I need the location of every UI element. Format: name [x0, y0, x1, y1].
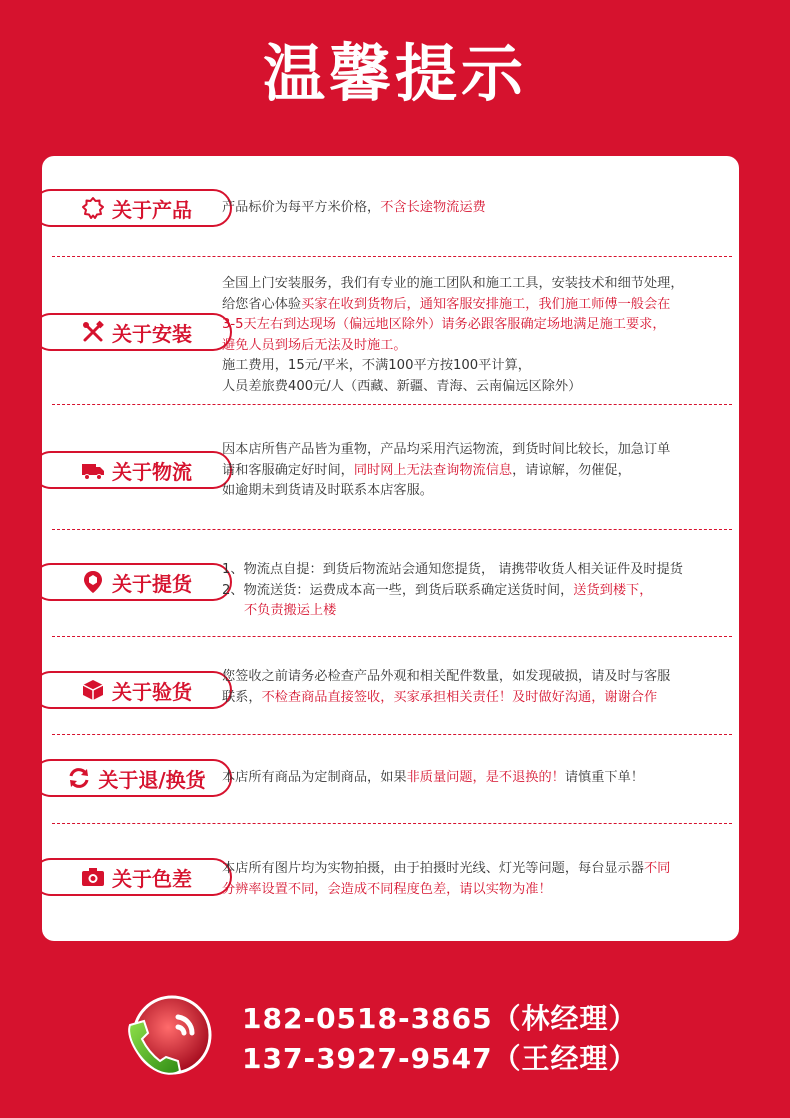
package-icon: [80, 677, 106, 703]
body-text: 因本店所售产品皆为重物，产品均采用汽运物流，到货时间比较长，加急订单: [222, 442, 671, 457]
section-text-color: [222, 859, 730, 900]
section-label-return: 关于退/换货: [42, 759, 232, 797]
text-line: [222, 768, 730, 789]
refresh-icon: [66, 765, 92, 791]
divider: [52, 529, 732, 530]
text-line: [222, 481, 730, 502]
divider: [52, 734, 732, 735]
text-line: [222, 581, 730, 602]
body-text: 联系，: [222, 689, 262, 705]
section-label-product: 关于产品: [42, 189, 232, 227]
page-title: 温馨提示: [262, 37, 527, 110]
section-text-install: [222, 274, 730, 397]
section-label-pickup: 关于提货: [42, 563, 232, 601]
tools-icon: [80, 319, 106, 345]
section-text-inspection: [222, 667, 730, 708]
text-line: [222, 601, 730, 622]
body-text: 1、物流点自提：到货后物流站会通知您提货， 请携带收货人相关证件及时提货: [222, 562, 683, 577]
highlight-text: 3-5天左右到达现场（偏远地区除外）请务必跟客服确定场地满足施工要求，: [222, 317, 666, 332]
text-line: [222, 295, 730, 316]
body-text: 给您省心体验: [222, 296, 302, 312]
text-line: [222, 198, 730, 219]
settings-icon: [80, 195, 106, 221]
contact-phone-lin[interactable]: 182-0518-3865（林经理）: [242, 1002, 638, 1035]
phone-icon: [122, 995, 214, 1079]
divider: [52, 404, 732, 405]
text-line: [222, 377, 730, 398]
body-text: 人员差旅费400元/人（西藏、新疆、青海、云南偏远区除外）: [222, 378, 582, 394]
section-label-color: 关于色差: [42, 858, 232, 896]
highlight-text: 分辨率设置不同，会造成不同程度色差，请以实物为准！: [222, 881, 552, 897]
section-label-install: 关于安装: [42, 313, 232, 351]
text-line: [222, 880, 730, 901]
divider: [52, 823, 732, 824]
body-text: 请和客服确定好时间，: [222, 462, 354, 478]
text-line: [222, 440, 730, 461]
text-line: [222, 688, 730, 709]
contact-phone-wang[interactable]: 137-3927-9547（王经理）: [242, 1042, 638, 1075]
body-text: 施工费用，15元/平米，不满100平方按100平计算，: [222, 358, 531, 373]
highlight-text: 非质量问题，是不退换的！: [406, 770, 565, 785]
body-text: 您签收之前请务必检查产品外观和相关配件数量，如发现破损，请及时与客服: [222, 669, 671, 684]
text-line: [222, 667, 730, 688]
notice-card: [42, 156, 739, 941]
body-text: 全国上门安装服务，我们有专业的施工团队和施工工具，安装技术和细节处理，: [222, 276, 684, 291]
truck-icon: [80, 457, 106, 483]
body-text: 2、物流送货：运费成本高一些，到货后联系确定送货时间，: [222, 582, 574, 598]
highlight-text: 不负责搬运上楼: [244, 603, 337, 618]
body-text: 如逾期未到货请及时联系本店客服。: [222, 483, 433, 498]
location-pin-icon: [80, 569, 106, 595]
divider: [52, 256, 732, 257]
section-label-logistics: 关于物流: [42, 451, 232, 489]
text-line: [222, 560, 730, 581]
text-line: [222, 461, 730, 482]
highlight-text: 避免人员到场后无法及时施工。: [222, 337, 407, 353]
highlight-text: 买家在收到货物后，通知客服安排施工，我们施工师傅一般会在: [301, 296, 671, 312]
divider: [52, 636, 732, 637]
body-text: 本店所有商品为定制商品，如果: [222, 770, 407, 785]
highlight-text: 不检查商品直接签收，买家承担相关责任！及时做好沟通，谢谢合作: [261, 689, 658, 705]
body-text: ，请谅解，勿催促，: [512, 462, 631, 478]
section-text-return: [222, 768, 730, 789]
body-text: 产品标价为每平方米价格，: [222, 200, 381, 215]
highlight-text: 不同: [644, 861, 671, 876]
section-text-pickup: [222, 560, 730, 622]
section-label-inspection: 关于验货: [42, 671, 232, 709]
text-line: [222, 274, 730, 295]
section-text-logistics: [222, 440, 730, 502]
highlight-text: 不含长途物流运费: [380, 200, 486, 215]
camera-icon: [80, 864, 106, 890]
body-text: 本店所有图片均为实物拍摄，由于拍摄时光线、灯光等问题，每台显示器: [222, 861, 644, 876]
text-line: [222, 315, 730, 336]
text-line: [222, 859, 730, 880]
body-text: 请慎重下单！: [564, 770, 644, 785]
highlight-text: 送货到楼下，: [573, 582, 653, 598]
text-line: [222, 336, 730, 357]
section-text-product: [222, 198, 730, 219]
text-line: [222, 356, 730, 377]
highlight-text: 同时网上无法查询物流信息: [353, 462, 513, 478]
